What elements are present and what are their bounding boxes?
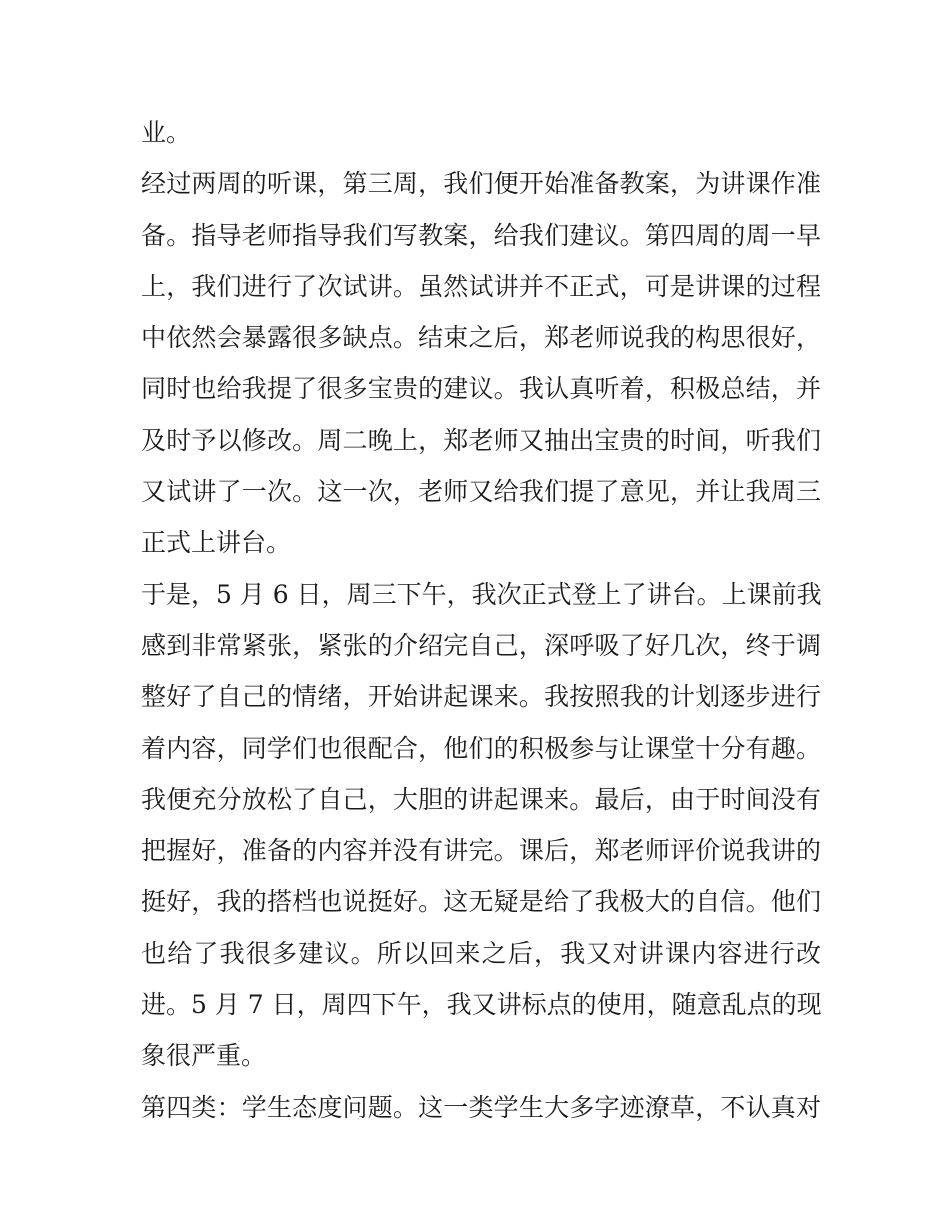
text-line: 业。 <box>141 118 192 147</box>
text-line: 也给了我很多建议。所以回来之后，我又对讲课内容进行改 <box>141 938 821 968</box>
text-line: 及时予以修改。周二晚上，郑老师又抽出宝贵的时间，听我们 <box>141 425 821 455</box>
text-line: 上，我们进行了次试讲。虽然试讲并不正式，可是讲课的过程 <box>141 271 821 301</box>
text-line: 中依然会暴露很多缺点。结束之后，郑老师说我的构思很好， <box>141 323 821 353</box>
text-line: 第四类：学生态度问题。这一类学生大多字迹潦草，不认真对 <box>141 1092 821 1122</box>
text-line: 着内容，同学们也很配合，他们的积极参与让课堂十分有趣。 <box>141 733 821 763</box>
text-line: 象很严重。 <box>141 1041 267 1071</box>
text-line: 进。5 月 7 日，周四下午，我又讲标点的使用，随意乱点的现 <box>141 990 822 1020</box>
text-line: 挺好，我的搭档也说挺好。这无疑是给了我极大的自信。他们 <box>141 887 821 917</box>
text-line: 经过两周的听课，第三周，我们便开始准备教案，为讲课作准 <box>141 169 821 199</box>
text-line: 把握好，准备的内容并没有讲完。课后，郑老师评价说我讲的 <box>141 836 821 866</box>
text-line: 又试讲了一次。这一次，老师又给我们提了意见，并让我周三 <box>141 477 821 507</box>
text-line: 整好了自己的情绪，开始讲起课来。我按照我的计划逐步进行 <box>141 682 821 712</box>
text-line: 感到非常紧张，紧张的介绍完自己，深呼吸了好几次，终于调 <box>141 630 821 660</box>
body-text <box>141 107 821 1133</box>
text-line: 备。指导老师指导我们写教案，给我们建议。第四周的周一早 <box>141 220 821 250</box>
text-line: 正式上讲台。 <box>141 528 292 558</box>
text-line: 同时也给我提了很多宝贵的建议。我认真听着，积极总结，并 <box>141 374 821 404</box>
text-line: 于是，5 月 6 日，周三下午，我次正式登上了讲台。上课前我 <box>141 579 822 609</box>
text-line: 我便充分放松了自己，大胆的讲起课来。最后，由于时间没有 <box>141 784 821 814</box>
